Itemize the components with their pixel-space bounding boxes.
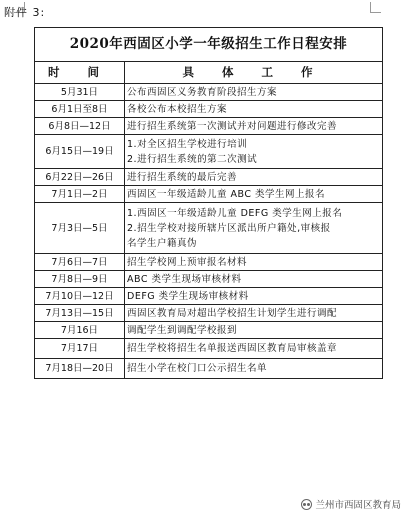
row-content: [125, 101, 383, 118]
row-time: 7月17日: [35, 339, 125, 359]
table-row: [35, 84, 383, 101]
row-content-line: 西固区一年级适龄儿童 ABC 类学生网上报名: [127, 188, 326, 200]
row-content-line: 名学生户籍真伪: [127, 237, 198, 249]
row-time: 7月3日—5日: [35, 203, 125, 254]
row-content-line: 公布西固区义务教育阶段招生方案: [127, 86, 278, 98]
row-content: [125, 271, 383, 288]
row-time: 6月8日—12日: [35, 118, 125, 135]
title-row: [35, 28, 383, 62]
row-time: 7月6日—7日: [35, 254, 125, 271]
watermark-text: 兰州市西固区教育局: [315, 500, 401, 511]
row-content-line: 各校公布本校招生方案: [127, 103, 228, 115]
table-row: [35, 339, 383, 359]
table-row: [35, 359, 383, 379]
schedule-table: [34, 27, 383, 379]
row-time: 6月15日—19日: [35, 135, 125, 169]
row-content: [125, 186, 383, 203]
table-row: [35, 186, 383, 203]
document-title: 2020年西固区小学一年级招生工作日程安排: [35, 28, 383, 62]
table-row: [35, 254, 383, 271]
row-content: [125, 359, 383, 379]
table-row: [35, 118, 383, 135]
row-time: 6月22日—26日: [35, 169, 125, 186]
table-row: [35, 288, 383, 305]
watermark: [299, 496, 403, 512]
row-content: [125, 135, 383, 169]
row-content-line: 1.西固区一年级适龄儿童 DEFG 类学生网上报名: [127, 207, 343, 219]
row-content-line: DEFG 类学生现场审核材料: [127, 290, 249, 302]
header-row: [35, 62, 383, 84]
row-time: 7月18日—20日: [35, 359, 125, 379]
table-row: [35, 101, 383, 118]
row-content-line: 进行招生系统的最后完善: [127, 171, 238, 183]
table-row: [35, 203, 383, 254]
row-content: [125, 254, 383, 271]
table-row: [35, 169, 383, 186]
row-content: [125, 118, 383, 135]
row-time: 7月16日: [35, 322, 125, 339]
row-content-line: 进行招生系统第一次测试并对问题进行修改完善: [127, 120, 338, 132]
table-row: [35, 135, 383, 169]
row-time: 6月1日至8日: [35, 101, 125, 118]
row-time: 7月13日—15日: [35, 305, 125, 322]
row-content: [125, 322, 383, 339]
row-content: [125, 203, 383, 254]
row-content-line: 1.对全区招生学校进行培训: [127, 138, 248, 150]
row-content: [125, 339, 383, 359]
header-content: 具 体 工 作: [125, 62, 383, 84]
row-content: [125, 84, 383, 101]
row-content-line: ABC 类学生现场审核材料: [127, 273, 242, 285]
row-content-line: 招生小学在校门口公示招生名单: [127, 363, 268, 374]
row-content: [125, 288, 383, 305]
table-row: [35, 322, 383, 339]
row-content: [125, 169, 383, 186]
page-corner-mark-right: [370, 2, 381, 13]
row-content-line: 招生学校网上预审报名材料: [127, 256, 248, 268]
header-time: 时 间: [35, 62, 125, 84]
row-time: 5月31日: [35, 84, 125, 101]
row-time: 7月10日—12日: [35, 288, 125, 305]
wechat-icon: [301, 499, 312, 510]
table-row: [35, 305, 383, 322]
row-content-line: 2.进行招生系统的第二次测试: [127, 153, 258, 165]
row-content-line: 2.招生学校对接所辖片区派出所户籍处,审核报: [127, 222, 331, 234]
row-content-line: 招生学校将招生名单报送西固区教育局审核盖章: [127, 343, 338, 354]
row-time: 7月8日—9日: [35, 271, 125, 288]
row-content-line: 西固区教育局对超出学校招生计划学生进行调配: [127, 307, 338, 319]
row-content: [125, 305, 383, 322]
row-time: 7月1日—2日: [35, 186, 125, 203]
attachment-label: 附件 3:: [4, 6, 46, 19]
table-row: [35, 271, 383, 288]
row-content-line: 调配学生到调配学校报到: [127, 324, 238, 336]
